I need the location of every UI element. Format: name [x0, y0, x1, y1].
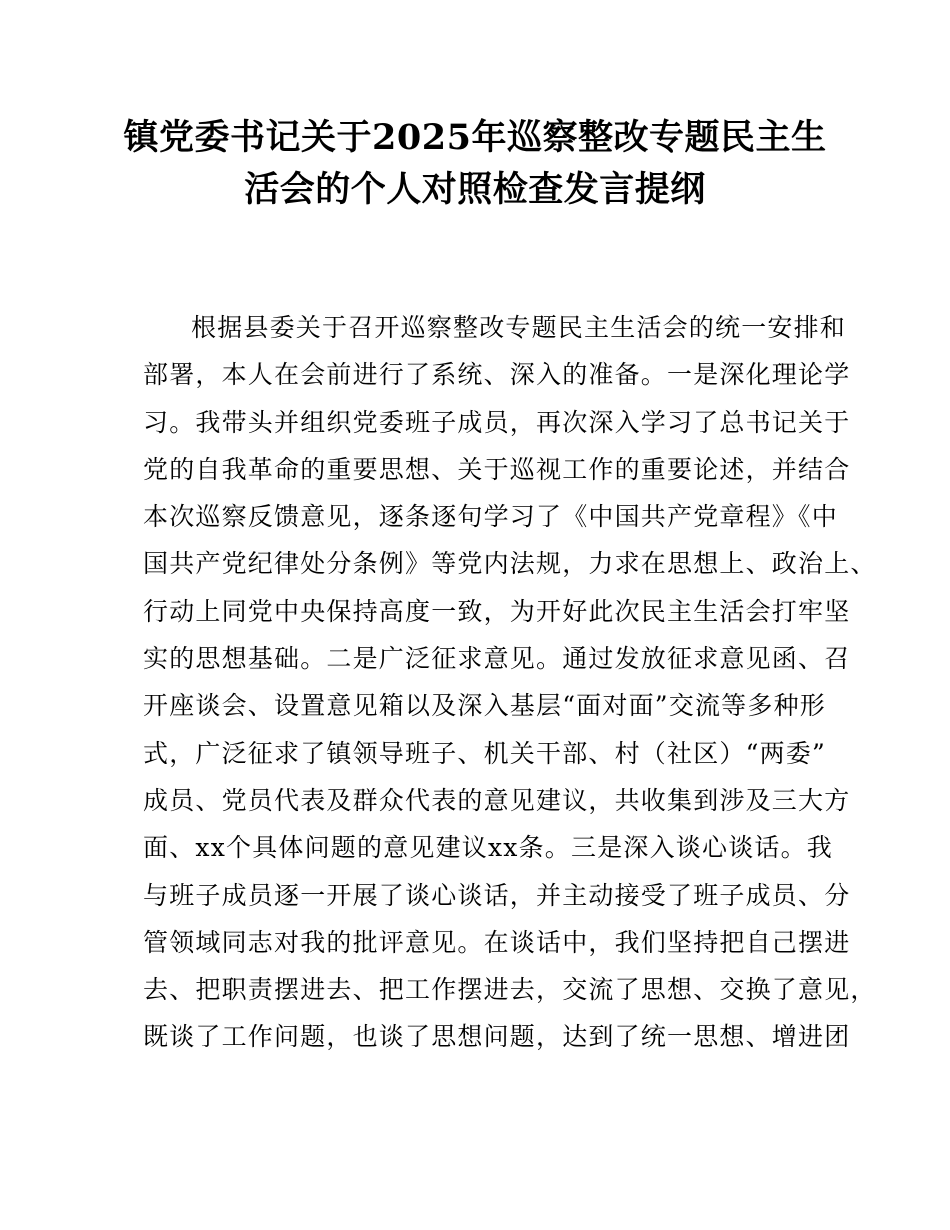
paragraph-line: 管领域同志对我的批评意见。在谈话中，我们坚持把自己摆进 — [143, 927, 851, 957]
body-paragraph — [143, 304, 877, 1061]
title-line-2: 活会的个人对照检查发言提纲 — [244, 169, 706, 210]
paragraph-line: 国共产党纪律处分条例》等党内法规，力求在思想上、政治上、 — [143, 549, 877, 579]
paragraph-line: 开座谈会、设置意见箱以及深入基层“面对面”交流等多种形 — [143, 691, 826, 721]
paragraph-line: 式，广泛征求了镇领导班子、机关干部、村（社区）“两委” — [143, 738, 826, 768]
paragraph-line: 实的思想基础。二是广泛征求意见。通过发放征求意见函、召 — [143, 644, 851, 674]
paragraph-line: 行动上同党中央保持高度一致，为开好此次民主生活会打牢坚 — [143, 596, 851, 626]
paragraph-line: 面、xx个具体问题的意见建议xx条。三是深入谈心谈话。我 — [143, 833, 833, 863]
paragraph-line: 习。我带头并组织党委班子成员，再次深入学习了总书记关于 — [143, 407, 851, 437]
paragraph-line: 本次巡察反馈意见，逐条逐句学习了《中国共产党章程》《中 — [143, 502, 838, 532]
paragraph-line: 与班子成员逐一开展了谈心谈话，并主动接受了班子成员、分 — [143, 880, 851, 910]
paragraph-line: 部署，本人在会前进行了系统、深入的准备。一是深化理论学 — [143, 360, 851, 390]
paragraph-line: 去、把职责摆进去、把工作摆进去，交流了思想、交换了意见， — [143, 975, 877, 1005]
paragraph-line: 党的自我革命的重要思想、关于巡视工作的重要论述，并结合 — [143, 454, 851, 484]
paragraph-line: 根据县委关于召开巡察整改专题民主生活会的统一安排和 — [191, 313, 847, 342]
document-title — [120, 112, 830, 216]
title-line-1: 镇党委书记关于2025年巡察整改专题民主生 — [123, 117, 827, 158]
paragraph-line: 既谈了工作问题，也谈了思想问题，达到了统一思想、增进团 — [143, 1022, 851, 1052]
paragraph-line: 成员、党员代表及群众代表的意见建议，共收集到涉及三大方 — [143, 785, 851, 815]
